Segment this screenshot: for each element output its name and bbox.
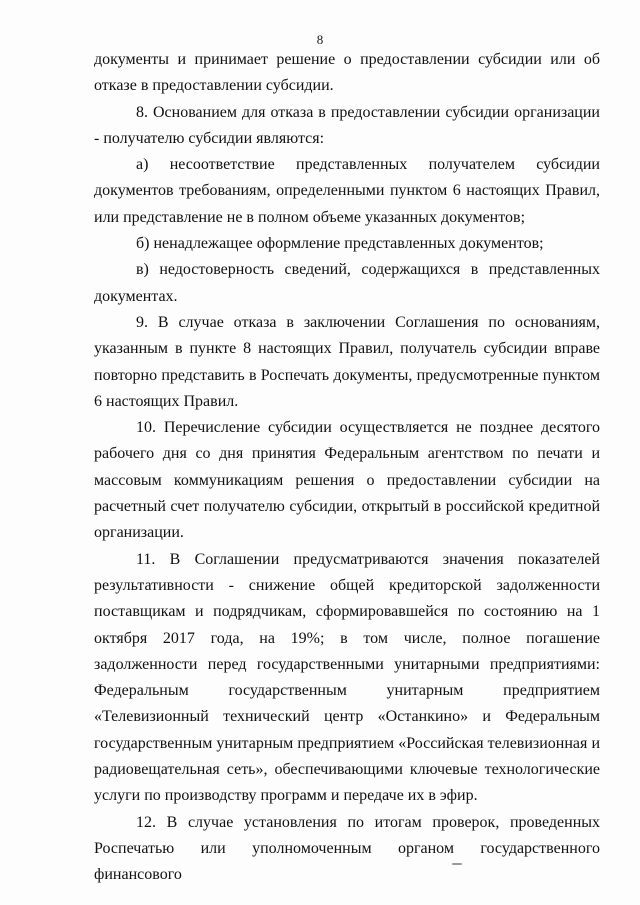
page-number: 8: [316, 32, 324, 47]
paragraph-clause-9: 9. В случае отказа в заключении Соглашения по основаниям, указанным в пункте 8 настоящих Правил, получатель субсидии вправе повторно представить в Роспечать документы, предусмотренные пунктом 6 настоящих Правил.: [94, 313, 600, 410]
paragraph-clause-8b: б) ненадлежащее оформление представленных документов;: [136, 235, 544, 253]
document-body: [94, 47, 600, 889]
paragraph-clause-8a: а) несоответствие представленных получателем субсидии документов требованиям, определенными пунктом 6 настоящих Правил, или представление не в полном объеме указанных документов;: [94, 156, 600, 226]
scan-mark: [452, 863, 462, 865]
paragraph-clause-12: 12. В случае установления по итогам проверок, проведенных Роспечатью или уполномоченным органом государственного финансового: [94, 813, 600, 884]
paragraph-clause-11: 11. В Соглашении предусматриваются значения показателей результативности - снижение общей кредиторской задолженности поставщикам и подрядчикам, сформировавшейся по состоянию на 1 октября 2017 года, на 19%; в том числе, полное погашение задолженности перед государственными унитарными предприятиями: Федеральным государственным унитарным предприятием «Телевизионный технический центр «Останкино» и Федеральным государственным унитарным предприятием «Российская телевизионная и радиовещательная сеть», обеспечивающими ключевые технологические услуги по производству программ и передаче их в эфир.: [94, 550, 600, 805]
paragraph-clause-8v: в) недостоверность сведений, содержащихся в представленных документах.: [94, 261, 600, 305]
paragraph-clause-8: 8. Основанием для отказа в предоставлении субсидии организации - получателю субсидии являются:: [94, 103, 600, 147]
paragraph-clause-10: 10. Перечисление субсидии осуществляется не позднее десятого рабочего дня со дня принятия Федеральным агентством по печати и массовым коммуникациям решения о предоставлении субсидии на расчетный счет получателю субсидии, открытый в российской кредитной организации.: [94, 419, 600, 542]
paragraph-continuation: документы и принимает решение о предоставлении субсидии или об отказе в предоставлении субсидии.: [94, 51, 600, 95]
